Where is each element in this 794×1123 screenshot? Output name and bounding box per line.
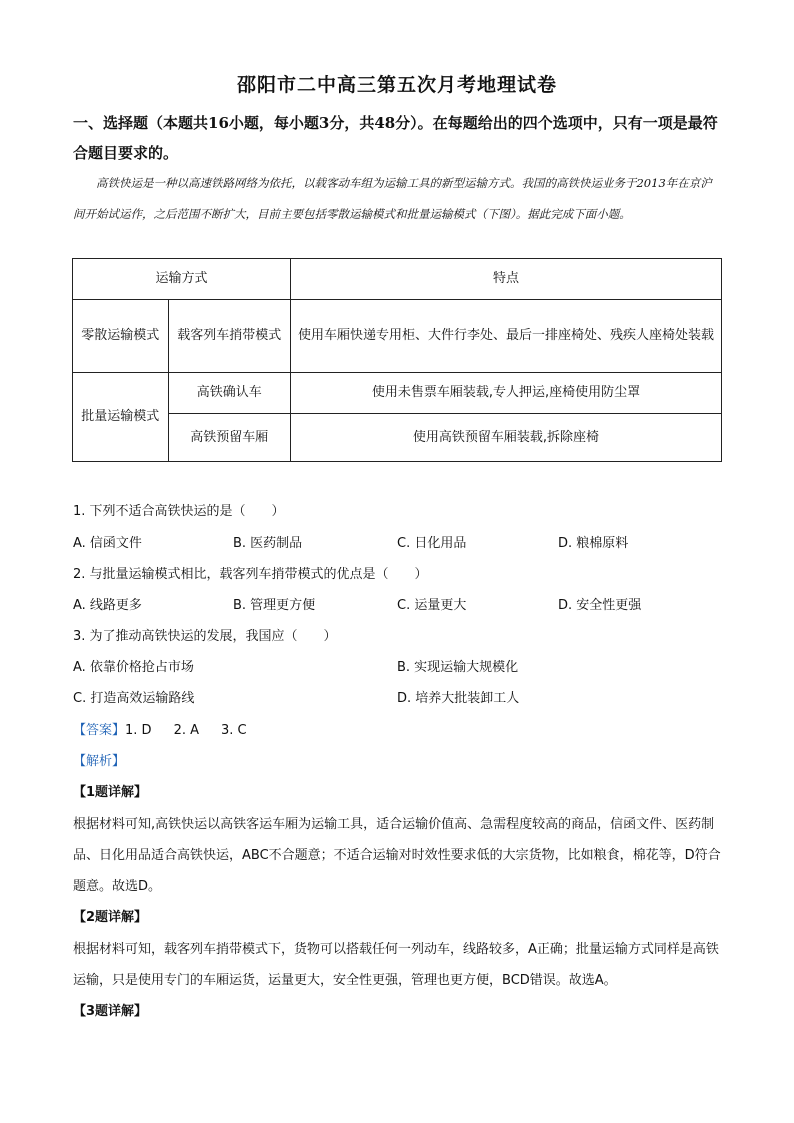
question-1-option-b[interactable]: B. 医药制品 (233, 536, 303, 551)
analysis-label: 【解析】 (73, 754, 126, 769)
page-title: 邵阳市二中高三第五次月考地理试卷 (236, 74, 557, 96)
answer-item: 3. C (221, 723, 247, 738)
question-3-stem: 3. 为了推动高铁快运的发展，我国应（ ） (73, 629, 337, 644)
table-cell-mode: 批量运输模式 (73, 373, 169, 462)
answer-label: 【答案】 (73, 723, 126, 738)
intro-paragraph: 高铁快运是一种以高速铁路网络为依托，以载客动车组为运输工具的新型运输方式。我国的高铁快运业务于2013年在京沪间开始试运作，之后范围不断扩大，目前主要包括零散运输模式和批量运输模式（下图）。据此完成下面小题。 (73, 176, 712, 221)
table-cell-submode: 高铁预留车厢 (168, 414, 290, 462)
table-cell-feature: 使用车厢快递专用柜、大件行李处、最后一排座椅处、残疾人座椅处装载 (291, 300, 722, 373)
question-3-option-c[interactable]: C. 打造高效运输路线 (73, 691, 195, 706)
detail-3-heading: 【3题详解】 (73, 1004, 148, 1019)
question-3-option-a[interactable]: A. 依靠价格抢占市场 (73, 660, 194, 675)
question-2-option-d[interactable]: D. 安全性更强 (558, 598, 642, 613)
question-1-option-a[interactable]: A. 信函文件 (73, 536, 142, 551)
table-row (73, 300, 722, 373)
question-1-stem: 1. 下列不适合高铁快运的是（ ） (73, 504, 285, 519)
table-cell-mode: 零散运输模式 (73, 300, 169, 373)
section-heading: 一、选择题（本题共16小题，每小题3分，共48分）。在每题给出的四个选项中，只有一项是最符合题目要求的。 (73, 114, 718, 162)
table-header-feature: 特点 (291, 259, 722, 300)
table-cell-submode: 高铁确认车 (168, 373, 290, 414)
table-cell-feature: 使用高铁预留车厢装载,拆除座椅 (291, 414, 722, 462)
table-row (73, 414, 722, 462)
answer-line (73, 721, 269, 741)
question-2-option-c[interactable]: C. 运量更大 (397, 598, 467, 613)
answer-item: 1. D (125, 723, 152, 738)
question-1-option-c[interactable]: C. 日化用品 (397, 536, 467, 551)
answer-item: 2. A (173, 723, 199, 738)
question-2-option-b[interactable]: B. 管理更方便 (233, 598, 316, 613)
question-2-option-a[interactable]: A. 线路更多 (73, 598, 142, 613)
detail-2-heading: 【2题详解】 (73, 910, 148, 925)
detail-1-heading: 【1题详解】 (73, 785, 148, 800)
table-row (73, 373, 722, 414)
table-cell-feature: 使用未售票车厢装载,专人押运,座椅使用防尘罩 (291, 373, 722, 414)
question-2-stem: 2. 与批量运输模式相比，载客列车捎带模式的优点是（ ） (73, 567, 428, 582)
question-1-option-d[interactable]: D. 粮棉原料 (558, 536, 629, 551)
table-header-row (73, 259, 722, 300)
table-cell-submode: 载客列车捎带模式 (168, 300, 290, 373)
detail-2-text: 根据材料可知，载客列车捎带模式下，货物可以搭载任何一列动车，线路较多，A正确；批量运输方式同样是高铁运输，只是使用专门的车厢运货，运量更大，安全性更强，管理也更方便，BCD错误。故选A。 (73, 942, 719, 988)
question-3-option-d[interactable]: D. 培养大批装卸工人 (397, 691, 520, 706)
transport-table (72, 258, 722, 462)
table-header-mode: 运输方式 (73, 259, 291, 300)
question-3-option-b[interactable]: B. 实现运输大规模化 (397, 660, 519, 675)
detail-1-text: 根据材料可知,高铁快运以高铁客运车厢为运输工具，适合运输价值高、急需程度较高的商品，信函文件、医药制品、日化用品适合高铁快运，ABC不合题意；不适合运输对时效性要求低的大宗货物，比如粮食，棉花等，D符合题意。故选D。 (73, 817, 721, 894)
